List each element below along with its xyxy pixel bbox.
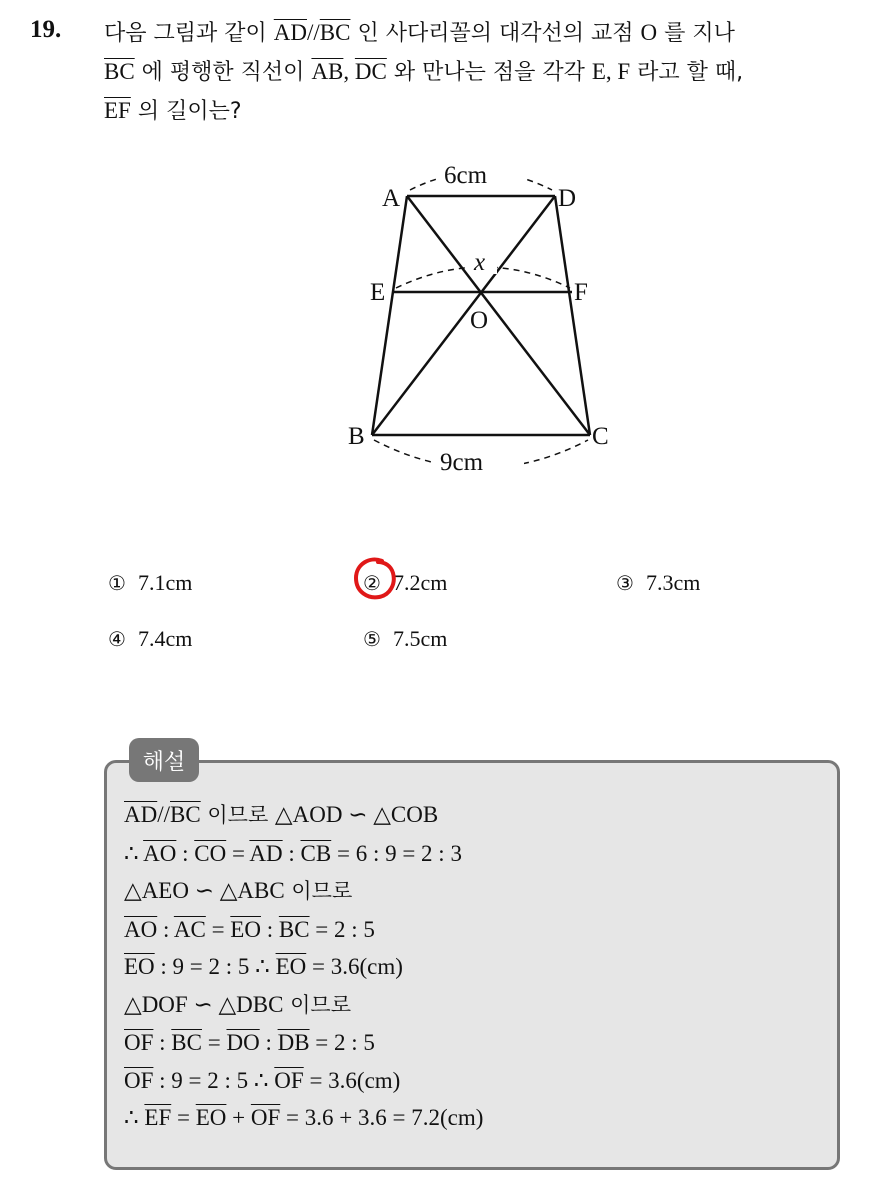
bottom-length-label: 9cm — [440, 449, 484, 476]
label-o: O — [470, 307, 489, 334]
label-b: B — [348, 423, 365, 450]
segment: $\overline{EO}$ — [275, 954, 307, 979]
choice-text: 7.1cm — [137, 570, 193, 595]
solution-line-8 — [124, 1062, 483, 1100]
segment: $\overline{EO}$ — [124, 954, 155, 979]
text: : — [176, 840, 195, 866]
solution-line-2 — [124, 835, 483, 873]
text: 이므로 — [200, 803, 275, 827]
text: △DOF ∽ △DBC — [124, 991, 284, 1017]
choice-number: ④ — [108, 627, 126, 651]
text: = — [205, 916, 231, 942]
text: ∴ — [124, 1105, 145, 1130]
text: 이므로 — [284, 879, 353, 903]
edge-dc — [555, 196, 590, 435]
text: : — [259, 1030, 278, 1055]
answer-choices — [108, 560, 848, 680]
segment: $\overline{BC}$ — [278, 916, 310, 942]
choice-number: ① — [108, 571, 126, 595]
segment: $\overline{DB}$ — [277, 1030, 310, 1055]
text: 인 사다리꼴의 대각선의 교점 — [350, 21, 641, 46]
segment: $\overline{EO}$ — [230, 916, 261, 942]
segment-ab: $\overline{AB}$ — [311, 59, 344, 84]
diagonal-bd — [372, 196, 555, 435]
text: + — [226, 1105, 251, 1130]
mid-length-label: x — [474, 249, 486, 276]
segment-bc: $\overline{BC}$ — [104, 59, 135, 84]
comma: , — [343, 59, 355, 84]
solution-lines — [124, 796, 483, 1137]
text: = 2 : 5 — [309, 1030, 375, 1055]
text: △AOD ∽ △COB — [274, 802, 439, 827]
text: = 6 : 9 = 2 : 3 — [331, 840, 462, 866]
choice-number: ③ — [616, 571, 634, 595]
text: = — [171, 1105, 196, 1130]
text: 에 평행한 직선이 — [134, 60, 312, 85]
label-f: F — [574, 279, 588, 306]
text: 라고 할 때, — [630, 60, 744, 85]
text: 이므로 — [283, 992, 351, 1017]
question-text — [104, 14, 874, 131]
comma: , — [605, 59, 618, 84]
segment: $\overline{BC}$ — [170, 802, 201, 827]
text: 를 지나 — [657, 21, 735, 46]
parallel-symbol: // — [306, 20, 320, 45]
segment: $\overline{EO}$ — [195, 1105, 227, 1130]
diagonal-ac — [407, 196, 590, 435]
trapezoid-figure — [330, 150, 630, 490]
segment-ef: $\overline{EF}$ — [104, 98, 131, 123]
solution-line-7 — [124, 1024, 483, 1062]
choice-4[interactable] — [108, 626, 192, 652]
text: = — [226, 840, 250, 866]
text: 와 만나는 점을 각각 — [386, 60, 592, 85]
top-length-label: 6cm — [444, 162, 488, 189]
choice-1[interactable] — [108, 570, 192, 596]
text: = — [201, 1030, 227, 1055]
segment: $\overline{CB}$ — [300, 840, 332, 866]
solution-line-3 — [124, 872, 483, 911]
choice-number: ② — [363, 571, 381, 595]
text: 다음 그림과 같이 — [104, 21, 274, 46]
point-e: E — [591, 59, 606, 84]
text: = 3.6(cm) — [306, 954, 403, 979]
question-line-1 — [104, 14, 874, 53]
text: △AEO ∽ △ABC — [124, 878, 285, 903]
question-line-3 — [104, 92, 874, 131]
choice-text: 7.2cm — [392, 570, 448, 595]
segment: $\overline{CO}$ — [194, 840, 227, 866]
segment-ad: $\overline{AD}$ — [273, 20, 307, 45]
text: : — [260, 916, 279, 942]
segment: $\overline{AD}$ — [249, 840, 283, 866]
segment: $\overline{OF}$ — [124, 1030, 154, 1055]
segment: $\overline{OF}$ — [124, 1067, 154, 1093]
label-a: A — [382, 185, 401, 212]
label-e: E — [370, 279, 386, 306]
solution-tag: 해설 — [129, 738, 199, 782]
text: = 3.6 + 3.6 = 7.2(cm) — [280, 1105, 484, 1130]
segment: $\overline{EF}$ — [144, 1105, 172, 1130]
segment: $\overline{BC}$ — [171, 1030, 202, 1055]
solution-line-9 — [124, 1099, 483, 1137]
segment: $\overline{OF}$ — [250, 1105, 281, 1130]
segment: $\overline{DO}$ — [226, 1030, 260, 1055]
choice-3[interactable] — [616, 570, 700, 596]
text: = 2 : 5 — [309, 916, 375, 942]
label-d: D — [558, 185, 577, 212]
point-o: O — [640, 20, 658, 45]
text: ∴ — [124, 840, 144, 866]
text: 의 길이는? — [130, 99, 242, 124]
segment: $\overline{AC}$ — [173, 916, 206, 942]
choice-text: 7.4cm — [137, 626, 193, 651]
segment: $\overline{AO}$ — [124, 916, 158, 942]
answer-mark-circle — [352, 556, 398, 602]
choice-5[interactable] — [363, 626, 447, 652]
solution-line-1 — [124, 796, 483, 835]
text: : — [153, 1030, 172, 1055]
solution-line-4 — [124, 911, 483, 949]
choice-number: ⑤ — [363, 627, 381, 651]
segment-dc: $\overline{DC}$ — [354, 59, 387, 84]
segment: $\overline{OF}$ — [274, 1067, 304, 1093]
choice-text: 7.3cm — [645, 570, 701, 595]
segment-bc: $\overline{BC}$ — [319, 20, 351, 45]
text: // — [157, 802, 171, 827]
question-line-2 — [104, 53, 874, 92]
text: = 3.6(cm) — [303, 1067, 401, 1093]
question-number: 19. — [30, 16, 62, 43]
choice-text: 7.5cm — [392, 626, 448, 651]
solution-line-6 — [124, 986, 483, 1025]
segment: $\overline{AO}$ — [143, 840, 177, 866]
text: : 9 = 2 : 5 ∴ — [154, 954, 276, 979]
label-c: C — [592, 423, 609, 450]
solution-line-5 — [124, 948, 483, 986]
point-f: F — [617, 59, 631, 84]
text: : — [282, 840, 301, 866]
text: : 9 = 2 : 5 ∴ — [153, 1067, 275, 1093]
segment: $\overline{AD}$ — [124, 802, 158, 827]
text: : — [157, 916, 174, 942]
edge-ab — [372, 196, 407, 435]
